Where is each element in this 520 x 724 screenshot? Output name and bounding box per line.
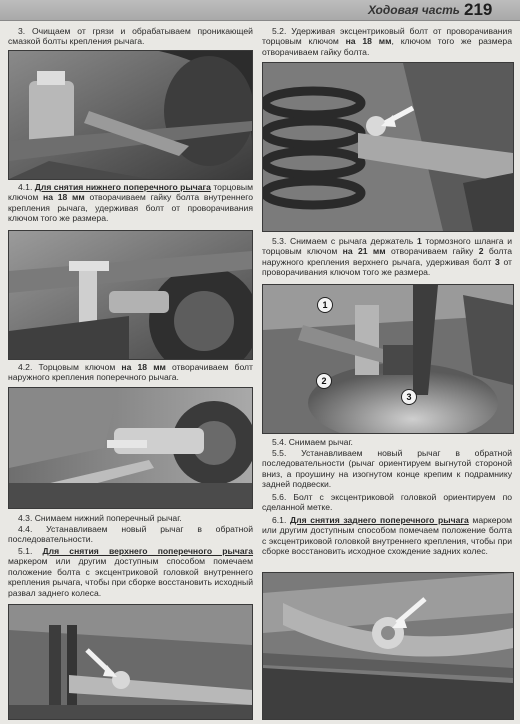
step-5-4-text: 5.4. Снимаем рычаг. xyxy=(272,437,353,447)
step-3-text: 3. Очищаем от грязи и обрабатываем проникающей смазкой болты крепления рычага. xyxy=(8,26,253,47)
step-5-3-text: 5.3. Снимаем с рычага держатель 1 тормозного шланга и торцовым ключом на 21 мм отворачиваем гайку 2 болта наружного крепления верхнего рычага, удерживая болт 3 от проворачивания ключом того же размера. xyxy=(262,236,513,278)
step-5-1-text: 5.1. Для снятия верхнего поперечного рычага маркером или другим доступным способом помечаем положение болта с эксцентриковой головкой внутреннего крепления рычага, чтобы при сборке восстановить исходный развал заднего колеса. xyxy=(8,546,253,598)
step-5-5-text: 5.5. Устанавливаем новый рычаг в обратной последовательности (рычаг ориентируем выгнутой стороной вниз, а проушину на изогнутом конце крепим к подрамнику задней подвески. xyxy=(262,448,512,490)
step-4-3-text: 4.3. Снимаем нижний поперечный рычаг. xyxy=(18,513,182,523)
photo-step-5-3 xyxy=(262,284,514,434)
photo-step-4-1 xyxy=(8,230,253,360)
step-4-1-text: 4.1. Для снятия нижнего поперечного рычага торцовым ключом на 18 мм отворачиваем гайку болта внутреннего крепления рычага, удерживая болт от проворачивания ключом того же размера. xyxy=(8,182,253,224)
step-4-4-text: 4.4. Устанавливаем новый рычаг в обратной последовательности. xyxy=(8,524,253,545)
page-number: 219 xyxy=(464,0,493,19)
photo-step-5-1 xyxy=(8,604,253,720)
step-5-2-text: 5.2. Удерживая эксцентриковый болт от проворачивания торцовым ключом на 18 мм, ключом того же размера отворачиваем гайку болта. xyxy=(262,26,512,57)
photo-step-3 xyxy=(8,50,253,180)
photo-step-4-2 xyxy=(8,387,253,509)
step-6-1-text: 6.1. Для снятия заднего поперечного рычага маркером или другим доступным способом помечаем положение болта с эксцентриковой головкой внутреннего крепления, чтобы при сборке восстановить исходное схождение задних колес. xyxy=(262,515,512,557)
step-4-2-text: 4.2. Торцовым ключом на 18 мм отворачиваем болт наружного крепления поперечного рычага. xyxy=(8,362,253,383)
photo-step-5-2 xyxy=(262,62,514,232)
section-title: Ходовая часть xyxy=(368,3,460,17)
photo-step-6-1 xyxy=(262,572,514,720)
callout-3: 3 xyxy=(401,389,417,405)
callout-1: 1 xyxy=(317,297,333,313)
callout-2: 2 xyxy=(316,373,332,389)
step-5-6-text: 5.6. Болт с эксцентриковой головкой ориентируем по сделанной метке. xyxy=(262,492,512,513)
